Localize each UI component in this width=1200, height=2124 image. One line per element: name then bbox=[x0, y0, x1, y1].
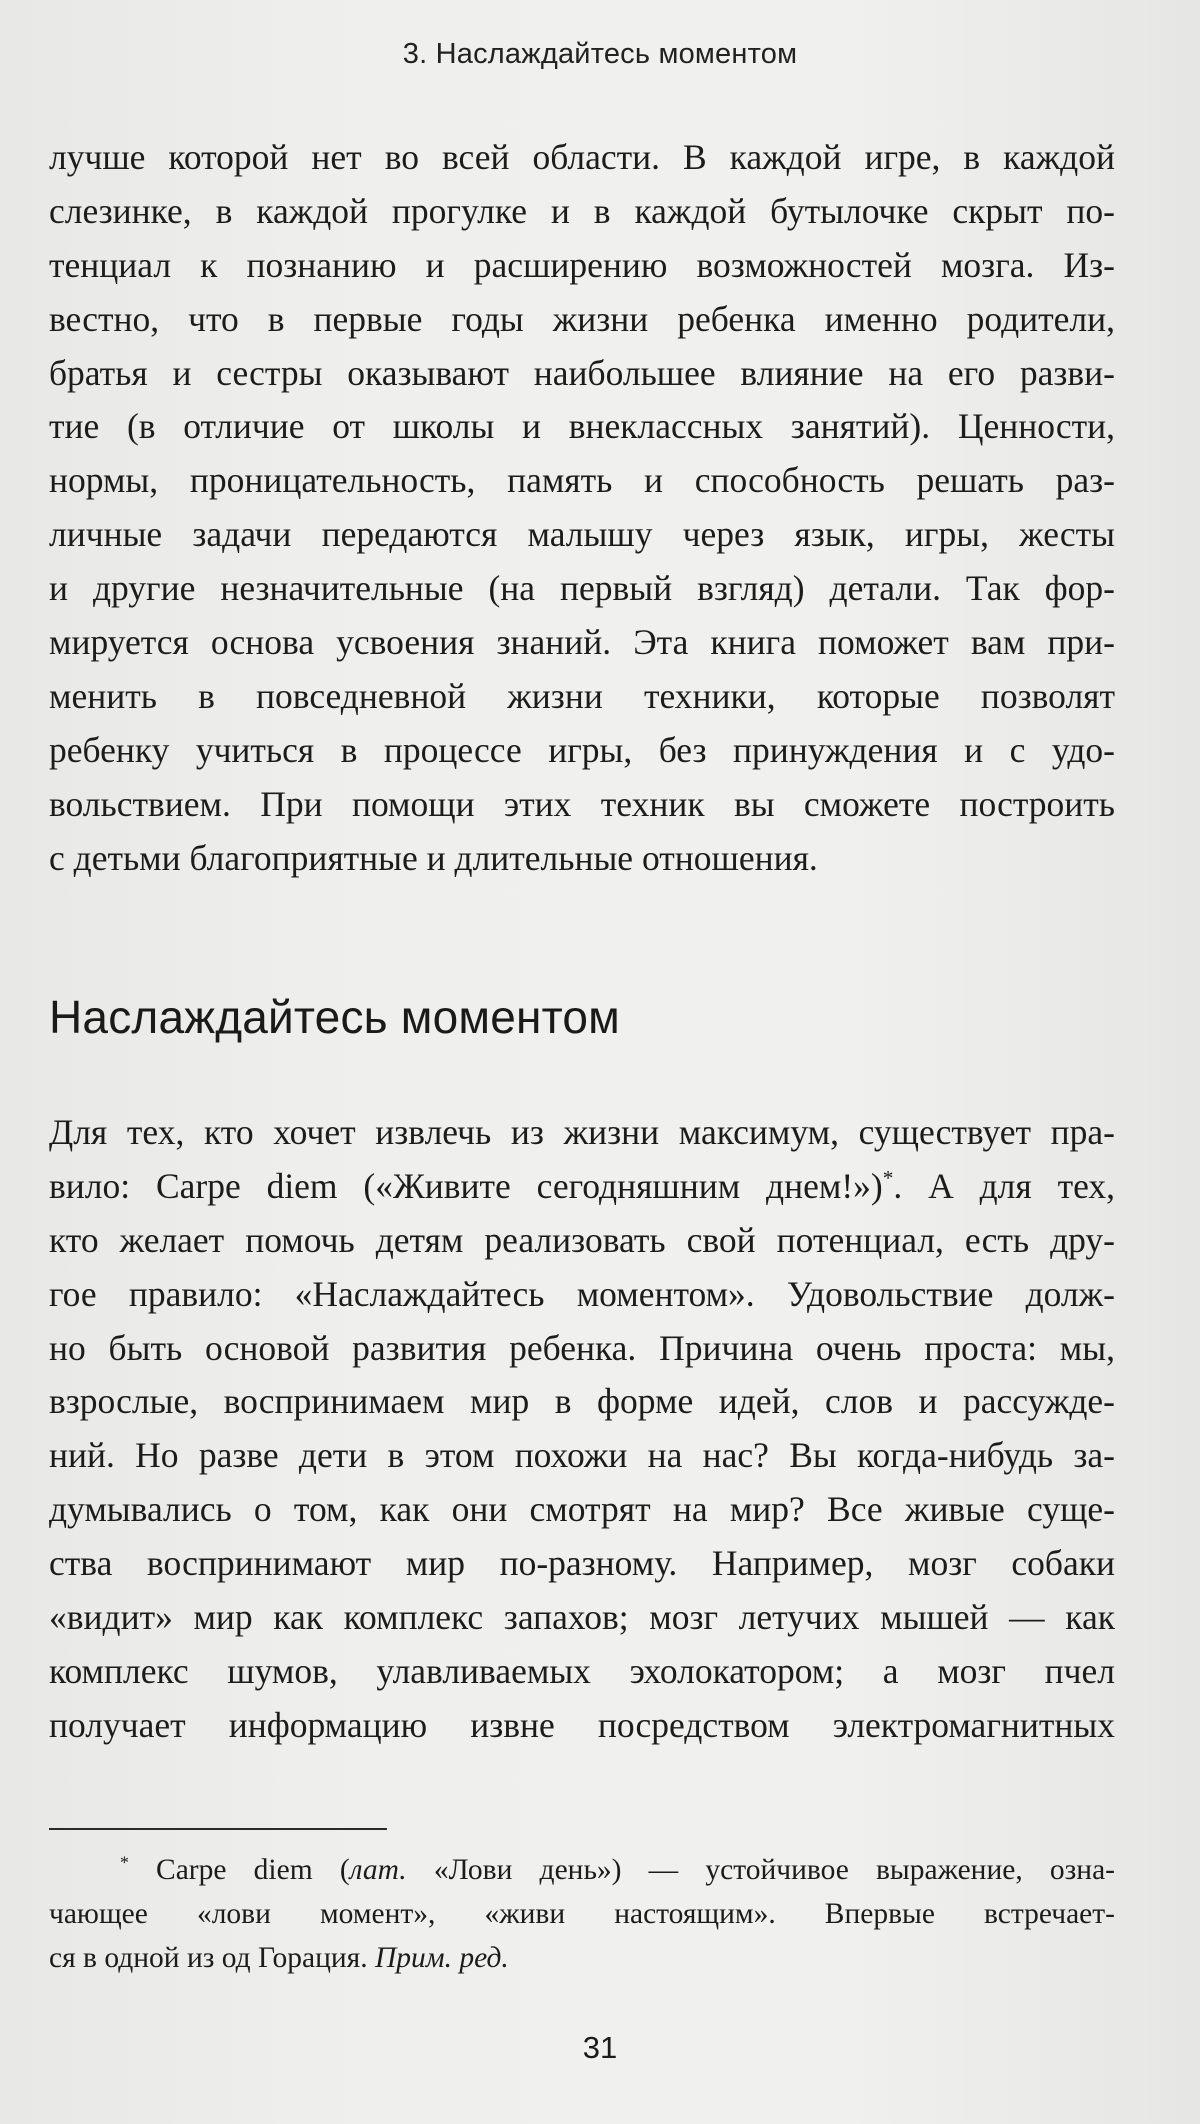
text-line: взрослые, воспринимаем мир в форме идей, слов и рассужде- bbox=[49, 1381, 1115, 1422]
text-line: вольствием. При помощи этих техник вы сможете построить bbox=[49, 783, 1115, 824]
text-line: ства воспринимают мир по-разному. Например, мозг собаки bbox=[49, 1543, 1115, 1584]
text-line: личные задачи передаются малышу через язык, игры, жесты bbox=[49, 514, 1115, 555]
text-line bbox=[49, 1160, 1115, 1214]
paragraph-1 bbox=[49, 131, 1115, 885]
text-line: нормы, проницательность, память и способность решать раз- bbox=[49, 460, 1115, 501]
footnote-text: ся в одной из од Горация. bbox=[49, 1942, 375, 1974]
page-number: 31 bbox=[582, 2030, 618, 2065]
text-line: «видит» мир как комплекс запахов; мозг летучих мышей — как bbox=[49, 1597, 1115, 1638]
footnote-italic: Прим. ред. bbox=[375, 1942, 509, 1974]
text-segment: . А для тех, bbox=[893, 1165, 1116, 1206]
text-segment: вило: Carpe diem («Живите сегодняшним днем!») bbox=[49, 1165, 883, 1206]
section-heading: Наслаждайтесь моментом bbox=[49, 991, 620, 1043]
text-line: кто желает помочь детям реализовать свой потенциал, есть дру- bbox=[49, 1219, 1115, 1260]
footnote-mark: * bbox=[120, 1852, 129, 1873]
footnote-line: чающее «лови момент», «живи настоящим». Впервые встречает- bbox=[49, 1898, 1115, 1930]
text-line: вестно, что в первые годы жизни ребенка именно родители, bbox=[49, 298, 1115, 339]
text-line: Для тех, кто хочет извлечь из жизни максимум, существует пра- bbox=[49, 1112, 1115, 1152]
text-line: ний. Но разве дети в этом похожи на нас? Вы когда-нибудь за- bbox=[49, 1435, 1115, 1476]
text-line: гое правило: «Наслаждайтесь моментом». Удовольствие долж- bbox=[49, 1273, 1115, 1314]
footnote bbox=[49, 1848, 1115, 1980]
running-head: 3. Наслаждайтесь моментом bbox=[402, 38, 798, 70]
text-line: менить в повседневной жизни техники, которые позволят bbox=[49, 675, 1115, 716]
paragraph-2 bbox=[49, 1106, 1115, 1753]
text-line: тие (в отличие от школы и внеклассных занятий). Ценности, bbox=[49, 406, 1115, 447]
text-line: слезинке, в каждой прогулке и в каждой бутылочке скрыт по- bbox=[49, 190, 1115, 231]
text-line: братья и сестры оказывают наибольшее влияние на его разви- bbox=[49, 352, 1115, 393]
footnote-reference[interactable]: * bbox=[882, 1166, 894, 1191]
text-line: получает информацию извне посредством электромагнитных bbox=[49, 1704, 1115, 1745]
footnote-line bbox=[49, 1936, 1115, 1980]
footnote-text: «Лови день») — устойчивое выражение, озна- bbox=[406, 1854, 1115, 1886]
footnote-italic: лат. bbox=[349, 1854, 407, 1886]
text-line: но быть основой развития ребенка. Причина очень проста: мы, bbox=[49, 1327, 1115, 1368]
text-line: с детьми благоприятные и длительные отношения. bbox=[49, 837, 818, 878]
footnote-divider bbox=[49, 1828, 387, 1830]
text-line: комплекс шумов, улавливаемых эхолокатором; а мозг пчел bbox=[49, 1650, 1115, 1691]
text-line: и другие незначительные (на первый взгляд) детали. Так фор- bbox=[49, 568, 1115, 609]
footnote-text: Carpe diem ( bbox=[128, 1854, 350, 1886]
text-line: лучше которой нет во всей области. В каждой игре, в каждой bbox=[49, 137, 1115, 177]
text-line: ребенку учиться в процессе игры, без принуждения и с удо- bbox=[49, 729, 1115, 770]
text-line: тенциал к познанию и расширению возможностей мозга. Из- bbox=[49, 244, 1115, 285]
text-line: думывались о том, как они смотрят на мир? Все живые суще- bbox=[49, 1489, 1115, 1530]
text-line: мируется основа усвоения знаний. Эта книга поможет вам при- bbox=[49, 622, 1115, 663]
footnote-line bbox=[49, 1848, 1115, 1892]
